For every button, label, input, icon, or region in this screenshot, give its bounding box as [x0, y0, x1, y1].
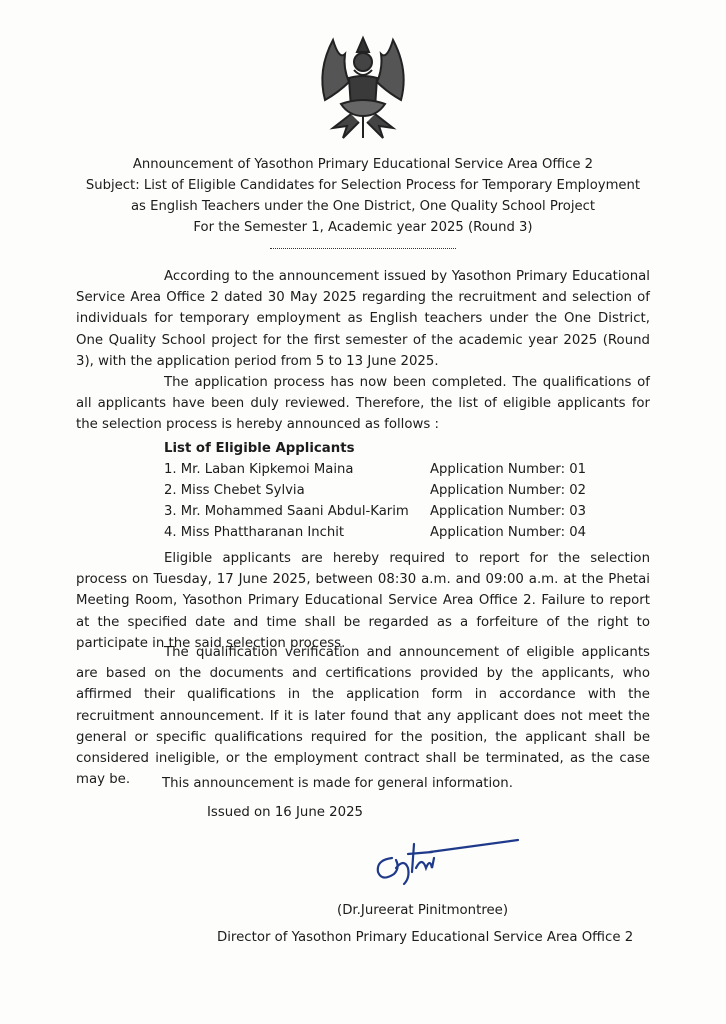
- issue-date: Issued on 16 June 2025: [207, 805, 364, 820]
- applicant-name: 4. Miss Phattharanan Inchit: [164, 525, 345, 540]
- dotted-divider: [270, 248, 456, 249]
- applicant-name: 3. Mr. Mohammed Saani Abdul-Karim: [164, 504, 409, 519]
- signatory-title: Director of Yasothon Primary Educational Service Area Office 2: [217, 930, 634, 945]
- semester-line: For the Semester 1, Academic year 2025 (Round 3): [193, 220, 533, 235]
- completion-paragraph: The application process has now been completed. The qualifications of all applicants have been duly reviewed. Therefore, the list of eligible applicants for the selection process is hereby announced as follows :: [76, 375, 650, 433]
- applicants-list-title: List of Eligible Applicants: [164, 441, 355, 456]
- subject-line-2: as English Teachers under the One District, One Quality School Project: [130, 199, 596, 214]
- application-number: Application Number: 03: [430, 504, 587, 519]
- application-number: Application Number: 04: [430, 525, 587, 540]
- announcement-title: Announcement of Yasothon Primary Educational Service Area Office 2: [132, 157, 594, 172]
- signature-icon: [370, 838, 530, 888]
- applicant-name: 2. Miss Chebet Sylvia: [164, 483, 305, 498]
- applicant-row: [164, 483, 624, 503]
- signatory-name: (Dr.Jureerat Pinitmontree): [337, 903, 509, 918]
- reporting-paragraph: Eligible applicants are hereby required to report for the selection process on Tuesday, 17 June 2025, between 08:30 a.m. and 09:00 a.m. at the Phetai Meeting Room, Yasothon Primary Educational Service Area Office 2. Failure to report at the specified date and time shall be regarded as a forfeiture of the right to participate in the said selection process.: [76, 551, 650, 651]
- applicant-row: [164, 525, 624, 545]
- application-number: Application Number: 01: [430, 462, 587, 477]
- applicant-row: [164, 504, 624, 524]
- closing-statement: This announcement is made for general information.: [162, 776, 513, 791]
- verification-paragraph: The qualification verification and announcement of eligible applicants are based on the documents and certifications provided by the applicants, who affirmed their qualifications in the application form in accordance with the recruitment announcement. If it is later found that any applicant does not meet the general or specific qualifications required for the position, the applicant shall be considered ineligible, or the employment contract shall be terminated, as the case may be.: [76, 645, 650, 788]
- intro-paragraph: According to the announcement issued by Yasothon Primary Educational Service Area Office 2 dated 30 May 2025 regarding the recruitment and selection of individuals for temporary employment as English teachers under the One District, One Quality School project for the first semester of the academic year 2025 (Round 3), with the application period from 5 to 13 June 2025.: [76, 269, 650, 369]
- subject-line: Subject: List of Eligible Candidates for Selection Process for Temporary Employment: [85, 178, 641, 193]
- garuda-emblem-icon: [303, 30, 423, 145]
- application-number: Application Number: 02: [430, 483, 587, 498]
- applicant-name: 1. Mr. Laban Kipkemoi Maina: [164, 462, 354, 477]
- applicant-row: [164, 462, 624, 482]
